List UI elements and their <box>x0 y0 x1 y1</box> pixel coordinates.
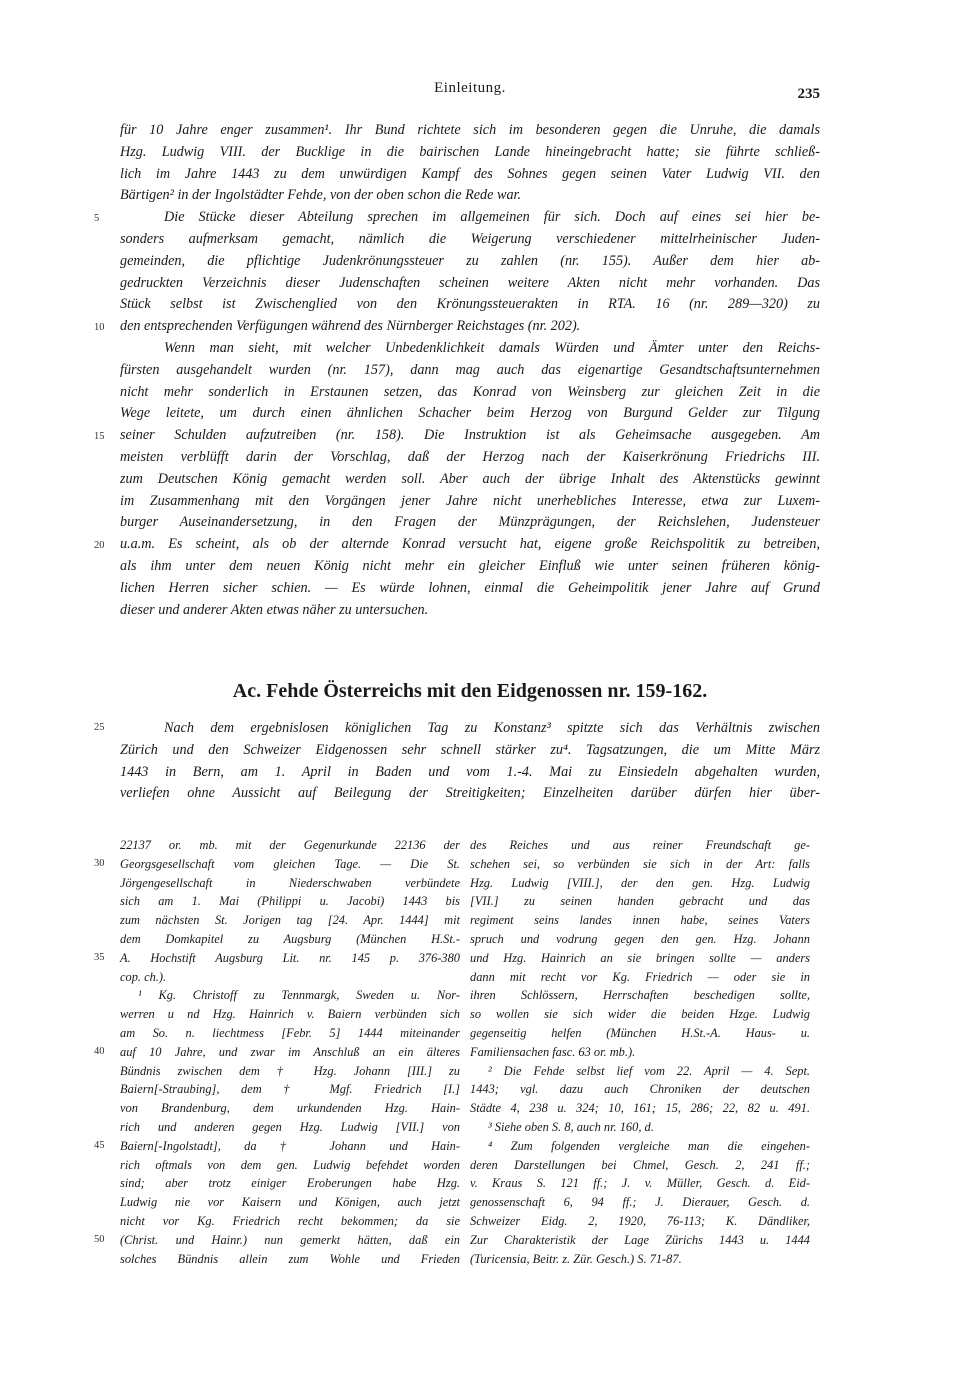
text-line: nicht mehr sonderlich in Erstaunen setzen, das Konrad von Weinsberg zur gleichen Zeit in die <box>120 383 820 400</box>
footnote-line: Familiensachen fasc. 63 or. mb.). <box>470 1044 636 1059</box>
footnote-line: spruch und vodrung gegen den gen. Hzg. Johann <box>470 931 810 946</box>
text-line: Stück selbst ist Zwischenglied von den Krönungssteuerakten in RTA. 16 (nr. 289—320) zu <box>120 296 820 313</box>
line-number: 50 <box>94 1234 105 1245</box>
footnote-line: (Turicensia, Beitr. z. Zür. Gesch.) S. 71-87. <box>470 1251 682 1266</box>
text-line: lichen Herren sicher schien. — Es würde lohnen, einmal die Geheimpolitik jener Jahre auf Grund <box>120 579 820 596</box>
text-line: lich im Jahre 1443 zu dem unwürdigen Kampf des Sohnes gegen seinen Vater Ludwig VII. den <box>120 165 820 182</box>
footnote-line: gegenseitig helfen (München H.St.-A. Haus- u. <box>470 1025 810 1040</box>
footnote-line: ³ Siehe oben S. 8, auch nr. 160, d. <box>488 1119 654 1134</box>
line-number: 10 <box>94 322 105 333</box>
footnote-line: Jörgengesellschaft in Niederschwaben verbündete <box>120 875 460 890</box>
line-number: 25 <box>94 722 105 733</box>
footnote-line: und Hzg. Hainrich an sie bringen sollte — anders <box>470 950 810 965</box>
text-line: verliefen ohne Aussicht auf Beilegung der Streitigkeiten; Einzelheiten darüber dürfen hier über- <box>120 785 820 802</box>
footnote-line: Ludwig nie vor Kaisern und Königen, auch jetzt <box>120 1195 460 1210</box>
text-line: meisten verblüfft darin der Vorschlag, daß der Herzog nach der Kaiserkrönung Friedrichs III. <box>120 448 820 465</box>
line-number: 15 <box>94 431 105 442</box>
footnote-line: des Reiches und aus reiner Freundschaft ge- <box>470 838 810 852</box>
footnote-line: genossenschaft 6, 94 ff.; J. Dierauer, Gesch. d. <box>470 1195 810 1210</box>
text-line: als ihm unter dem neuen König nicht mehr ein gleicher Einfluß wie unter seinen früheren könig- <box>120 557 820 574</box>
footnote-line: ² Die Fehde selbst lief vom 22. April — 4. Sept. <box>488 1063 810 1078</box>
text-line: seiner Schulden aufzutreiben (nr. 158). Die Instruktion ist als Geheimsache ausgegeben. Am <box>120 427 820 444</box>
footnote-line: ⁴ Zum folgenden vergleiche man die eingehen- <box>488 1138 810 1153</box>
footnote-line: Schweizer Eidg. 2, 1920, 76-113; K. Dändliker, <box>470 1213 810 1228</box>
footnote-line: rich und anderen gegen Hzg. Ludwig [VII.] von <box>120 1119 460 1134</box>
text-line: den entsprechenden Verfügungen während des Nürnberger Reichstages (nr. 202). <box>120 318 581 335</box>
footnote-line: sind; aber trotz einiger Eroberungen habe Hzg. <box>120 1176 460 1191</box>
footnote-line: rich oftmals von dem gen. Ludwig befehdet worden <box>120 1157 460 1172</box>
line-number: 30 <box>94 858 105 869</box>
footnote-line: Hzg. Ludwig [VIII.], der den gen. Hzg. Ludwig <box>470 875 810 890</box>
footnote-line: [VII.] zu seinen handen gebracht und das <box>470 894 810 909</box>
line-number: 35 <box>94 952 105 963</box>
footnote-line: (Christ. und Hainr.) nun gemerkt hätten, daß ein <box>120 1232 460 1247</box>
footnote-line: A. Hochstift Augsburg Lit. nr. 145 p. 376-380 <box>120 950 460 965</box>
text-line: im Zusammenhang mit den Vorgängen jener Jahre nicht unerhebliches Interesse, etwa zur Luxem- <box>120 492 820 509</box>
line-number: 5 <box>94 213 100 224</box>
footnote-line: solches Bündnis allein zum Wohle und Frieden <box>120 1251 460 1266</box>
text-line: Wenn man sieht, mit welcher Unbedenklichkeit damals Würden und Ämter unter den Reichs- <box>164 339 820 356</box>
footnote-line: Georgsgesellschaft vom gleichen Tage. — Die St. <box>120 856 460 871</box>
text-line: Zürich und den Schweizer Eidgenossen sehr schnell stärker zu⁴. Tagsatzungen, die um Mitte März <box>120 741 820 758</box>
footnote-line: 1443; vgl. dazu auch Chroniken der deutschen <box>470 1082 810 1097</box>
text-line: Bärtigen² in der Ingolstädter Fehde, von der oben schon die Rede war. <box>120 187 522 204</box>
footnote-line: cop. ch.). <box>120 969 167 984</box>
footnote-line: schehen sei, so verbünden sie sich in der Art: falls <box>470 856 810 871</box>
footnote-line: Baiern[-Ingolstadt], da † Johann und Hain- <box>120 1138 460 1153</box>
footnote-line: ihren Schlössern, Herrschaften beschedigen sollte, <box>470 988 810 1003</box>
footnote-line: regiment seins landes innen habe, seines Vaters <box>470 913 810 928</box>
footnote-line: dann mit recht vor Kg. Friedrich — oder sie in <box>470 969 810 984</box>
running-head: Einleitung. <box>434 80 506 96</box>
text-line: sonders aufmerksam gemacht, nämlich die Weigerung verschiedener mittelrheinischer Juden- <box>120 230 820 247</box>
text-line: Wege leitete, um durch einen ähnlichen Schacher beim Herzog von Burgund Gelder zur Tilgung <box>120 405 820 422</box>
text-line: Hzg. Ludwig VIII. der Bucklige in die bairischen Lande hineingebracht hatte; sie führte schließ- <box>120 143 820 160</box>
text-line: gedruckten Verzeichnis dieser Judenschaften scheinen weitere Akten nicht mehr vorhanden. Das <box>120 274 820 291</box>
main-text <box>120 120 820 621</box>
footnote-line: v. Kraus S. 121 ff.; J. v. Müller, Gesch. d. Eid- <box>470 1176 810 1191</box>
footnote-line: deren Darstellungen bei Chmel, Gesch. 2, 241 ff.; <box>470 1157 810 1172</box>
footnote-line: werren u nd Hzg. Hainrich v. Baiern verbünden sich <box>120 1007 460 1022</box>
page-number: 235 <box>797 86 820 102</box>
text-line: burger Auseinandersetzung, in den Fragen der Münzprägungen, der Reichslehen, Judensteuer <box>120 514 820 531</box>
text-line: Die Stücke dieser Abteilung sprechen im allgemeinen für sich. Doch auf eines sei hier be- <box>164 209 820 226</box>
footnote-line: dem Domkapitel zu Augsburg (München H.St.- <box>120 931 460 946</box>
footnote-line: Städte 4, 238 u. 324; 10, 161; 15, 286; 22, 82 u. 491. <box>470 1101 810 1116</box>
text-line: fürsten ausgehandelt wurden (nr. 157), dann mag auch das eigenartige Gesandtschaftsunternehmen <box>120 361 820 378</box>
section-heading: Ac. Fehde Österreichs mit den Eidgenossen nr. 159-162. <box>232 680 708 702</box>
text-line: Nach dem ergebnislosen königlichen Tag zu Konstanz³ spitzte sich das Verhältnis zwischen <box>164 720 820 736</box>
footnotes-right-column <box>470 836 810 1268</box>
text-line: für 10 Jahre enger zusammen¹. Ihr Bund richtete sich im besonderen gegen die Unruhe, die damals <box>120 122 820 138</box>
section-text <box>120 718 820 805</box>
footnote-line: nicht vor Kg. Friedrich recht bekommen; da sie <box>120 1213 460 1228</box>
line-number: 20 <box>94 540 105 551</box>
footnote-line: zum nächsten St. Jorigen tag [24. Apr. 1444] mit <box>120 913 460 928</box>
footnote-line: auf 10 Jahre, und zwar im Anschluß an ein älteres <box>120 1044 460 1059</box>
footnotes-left-column <box>120 836 460 1268</box>
footnote-line: ¹ Kg. Christoff zu Tennmargk, Sweden u. Nor- <box>138 988 460 1003</box>
footnote-line: sich am 1. Mai (Philippi u. Jacobi) 1443 bis <box>120 894 460 909</box>
text-line: zum Deutschen König gemacht werden soll. Aber auch der übrige Inhalt des Aktenstücks gewinnt <box>120 470 820 487</box>
line-number: 40 <box>94 1046 105 1057</box>
page-header <box>120 80 820 102</box>
footnote-line: so wollen sie sich wider die beiden Hzge. Ludwig <box>470 1007 810 1022</box>
footnote-line: Zur Charakteristik der Lage Zürichs 1443 u. 1444 <box>470 1232 810 1247</box>
line-number: 45 <box>94 1140 105 1151</box>
footnote-line: am So. n. liechtmess [Febr. 5] 1444 miteinander <box>120 1025 460 1040</box>
text-line: gemeinden, die pflichtige Judenkrönungssteuer zu zahlen (nr. 155). Außer dem hier ab- <box>120 252 820 269</box>
text-line: u.a.m. Es scheint, als ob der alternde Konrad versucht hat, eigene große Reichspolitik zu betreiben, <box>120 536 820 553</box>
footnote-line: von Brandenburg, dem urkundenden Hzg. Hain- <box>120 1101 460 1116</box>
footnote-line: Bündnis zwischen dem † Hzg. Johann [III.] zu <box>120 1063 460 1078</box>
footnote-line: 22137 or. mb. mit der Gegenurkunde 22136 der <box>120 838 460 852</box>
text-line: 1443 in Bern, am 1. April in Baden und vom 1.-4. Mai zu Einsiedeln abgehalten wurden, <box>120 763 820 780</box>
footnote-line: Baiern[-Straubing], dem † Mgf. Friedrich [I.] <box>120 1082 460 1097</box>
text-line: dieser und anderer Akten etwas näher zu untersuchen. <box>120 601 429 618</box>
